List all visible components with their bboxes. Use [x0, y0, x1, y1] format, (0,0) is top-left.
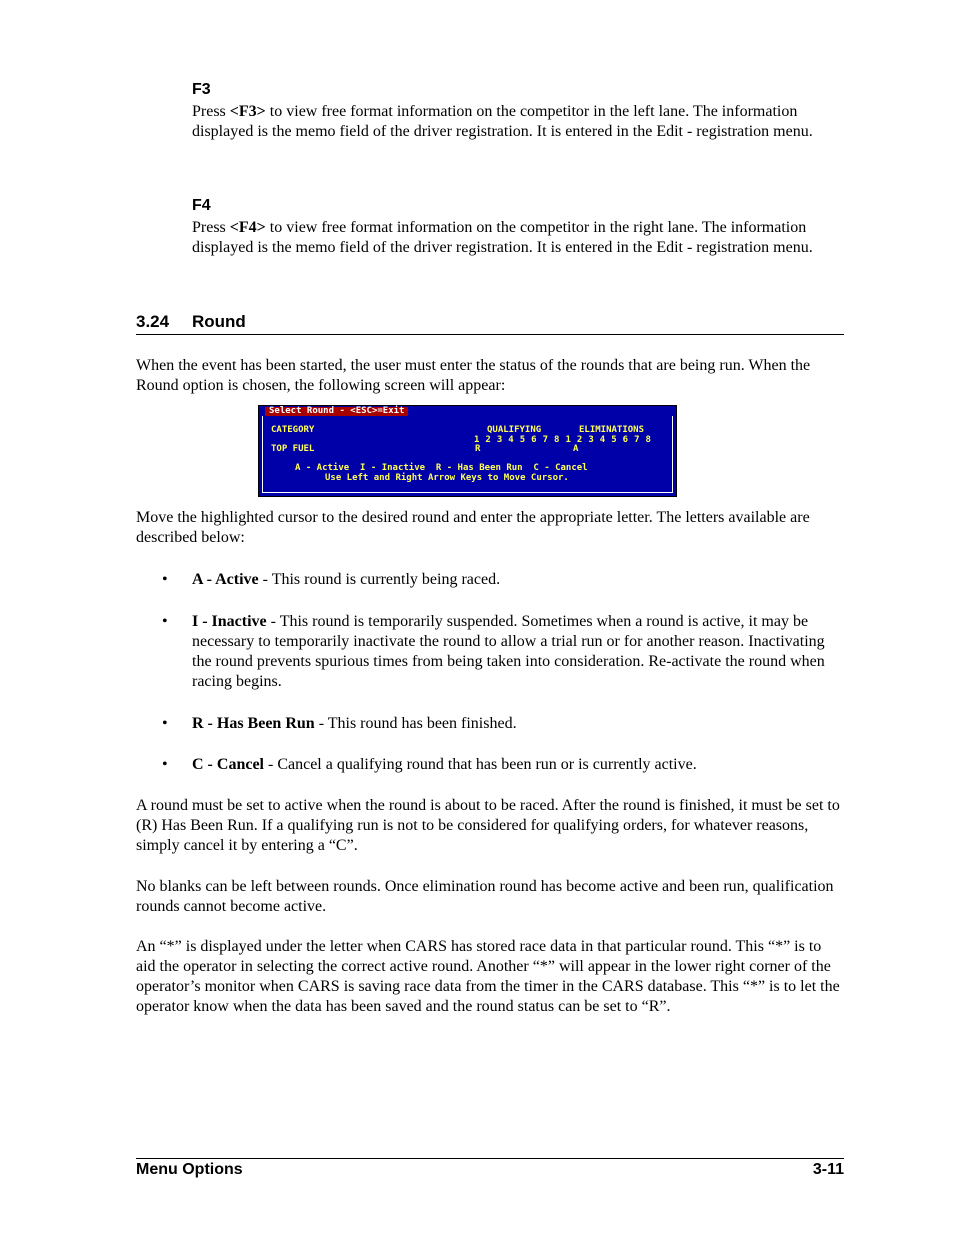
round-screen [258, 405, 677, 497]
round-numbers: 1 2 3 4 5 6 7 8 1 2 3 4 5 6 7 8 [474, 435, 652, 445]
eliminations-label: ELIMINATIONS [579, 425, 645, 435]
blanks-paragraph: No blanks can be left between rounds. Once elimination round has become active and been run, qualification rounds cannot become active. [136, 878, 834, 915]
f4-description: Press <F4> to view free format information on the competitor in the right lane. The information displayed is the memo field of the driver registration. It is entered in the Edit - registration menu. [192, 219, 813, 256]
category-label: CATEGORY [271, 425, 315, 435]
f4-heading: F4 [192, 197, 211, 214]
f3-description: Press <F3> to view free format information on the competitor in the left lane. The information displayed is the memo field of the driver registration. It is entered in the Edit - registration menu. [192, 103, 813, 140]
round-screen-title: Select Round - <ESC>=Exit [265, 407, 408, 416]
category-value: TOP FUEL [271, 444, 315, 454]
f3-key: <F3> [229, 103, 266, 120]
section-title: Round [192, 312, 246, 331]
footer-title: Menu Options [136, 1161, 243, 1178]
asterisk-paragraph: An “*” is displayed under the letter when CARS has stored race data in that particular round. This “*” is to aid the operator in selecting the correct active round. Another “*” will appear in the lower right corner of the operator’s monitor when CARS is saving race data from the timer in the CARS database. This “*” is to let the operator know when the data has been saved and the round status can be set to “R”. [136, 938, 840, 1015]
eliminations-status[interactable]: A [573, 444, 579, 454]
move-paragraph: Move the highlighted cursor to the desired round and enter the appropriate letter. The letters available are described below: [136, 509, 810, 546]
section-number: 3.24 [136, 312, 170, 331]
f3-heading: F3 [192, 81, 211, 98]
qualifying-label: QUALIFYING [487, 425, 542, 435]
bullet-icon: • [162, 756, 168, 773]
footer-rule [136, 1158, 844, 1159]
section-rule [136, 334, 844, 335]
active-paragraph: A round must be set to active when the round is about to be raced. After the round is finished, it must be set to (R) Has Been Run. If a qualifying run is not to be considered for qualifying orders, for whatever reasons, simply cancel it by entering a “C”. [136, 797, 840, 854]
bullet-icon: • [162, 571, 168, 588]
intro-paragraph: When the event has been started, the user must enter the status of the rounds that are being run. When the Round option is chosen, the following screen will appear: [136, 357, 811, 394]
help-text: Use Left and Right Arrow Keys to Move Cursor. [325, 473, 569, 483]
qualifying-status[interactable]: R [475, 444, 481, 454]
page-number: 3-11 [812, 1161, 844, 1178]
bullet-icon: • [162, 613, 168, 630]
bullet-icon: • [162, 715, 168, 732]
status-legend: A - Active I - Inactive R - Has Been Run C - Cancel [295, 463, 588, 473]
f4-key: <F4> [229, 219, 266, 236]
section-heading [136, 312, 844, 332]
page-footer [136, 1161, 844, 1179]
